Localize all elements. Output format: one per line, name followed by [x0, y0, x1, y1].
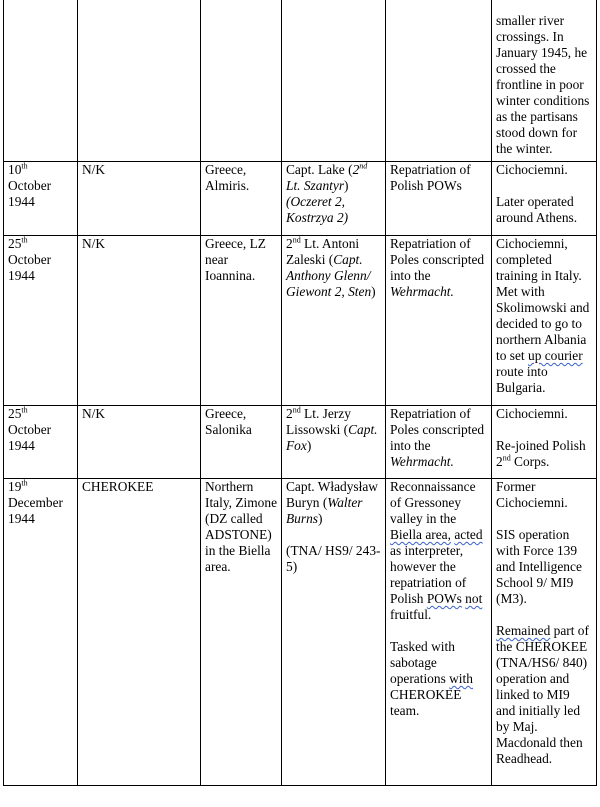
notes-cell: Cichociemni, completed training in Italy. Met with Skolimowski and decided to go to northern Albania to set up courier route into Bulgaria. [492, 236, 597, 406]
table-row [4, 162, 597, 236]
table-row [4, 406, 597, 479]
table-row [4, 236, 597, 406]
purpose-cell: Reconnaissance of Gressoney valley in the Biella area, acted as interpreter, however the repatriation of Polish POWs not fruitful. Tasked with sabotage operations with CHEROKEE team. [386, 479, 492, 786]
purpose-cell: Repatriation of Poles conscripted into the Wehrmacht. [386, 406, 492, 479]
date-cell: 25th October 1944 [4, 236, 78, 406]
date-cell [4, 0, 78, 162]
operation-name-cell: N/K [78, 162, 201, 236]
location-cell: Greece, Salonika [201, 406, 282, 479]
date-cell: 19th December 1944 [4, 479, 78, 786]
operation-name-cell: N/K [78, 406, 201, 479]
personnel-cell [282, 0, 386, 162]
table-row [4, 0, 597, 162]
date-cell: 25th October 1944 [4, 406, 78, 479]
personnel-cell: 2nd Lt. Jerzy Lissowski (Capt. Fox) [282, 406, 386, 479]
operation-name-cell: CHEROKEE [78, 479, 201, 786]
operations-table [3, 0, 597, 786]
purpose-cell [386, 0, 492, 162]
table-row [4, 479, 597, 786]
notes-cell: Former Cichociemni. SIS operation with Force 139 and Intelligence School 9/ MI9 (M3). Remained part of the CHEROKEE (TNA/HS6/ 840) operation and linked to MI9 and initially led by Maj. Macdonald then Readhead. [492, 479, 597, 786]
personnel-cell: 2nd Lt. Antoni Zaleski (Capt. Anthony Glenn/ Giewont 2, Sten) [282, 236, 386, 406]
purpose-cell: Repatriation of Poles conscripted into the Wehrmacht. [386, 236, 492, 406]
notes-text: smaller river crossings. In January 1945, he crossed the frontline in poor winter conditions as the partisans stood down for the winter. [496, 13, 590, 156]
location-cell [201, 0, 282, 162]
personnel-cell: Capt. Lake (2nd Lt. Szantyr) (Oczeret 2, Kostrzya 2) [282, 162, 386, 236]
notes-cell: Cichociemni. Later operated around Athens. [492, 162, 597, 236]
notes-cell: Cichociemni. Re-joined Polish 2nd Corps. [492, 406, 597, 479]
location-cell: Greece, LZ near Ioannina. [201, 236, 282, 406]
notes-cell [492, 0, 597, 162]
purpose-cell: Repatriation of Polish POWs [386, 162, 492, 236]
location-cell: Northern Italy, Zimone (DZ called ADSTONE) in the Biella area. [201, 479, 282, 786]
date-cell: 10th October 1944 [4, 162, 78, 236]
location-cell: Greece, Almiris. [201, 162, 282, 236]
operation-name-cell [78, 0, 201, 162]
operation-name-cell: N/K [78, 236, 201, 406]
personnel-cell: Capt. Władysław Buryn (Walter Burns) (TNA/ HS9/ 243-5) [282, 479, 386, 786]
